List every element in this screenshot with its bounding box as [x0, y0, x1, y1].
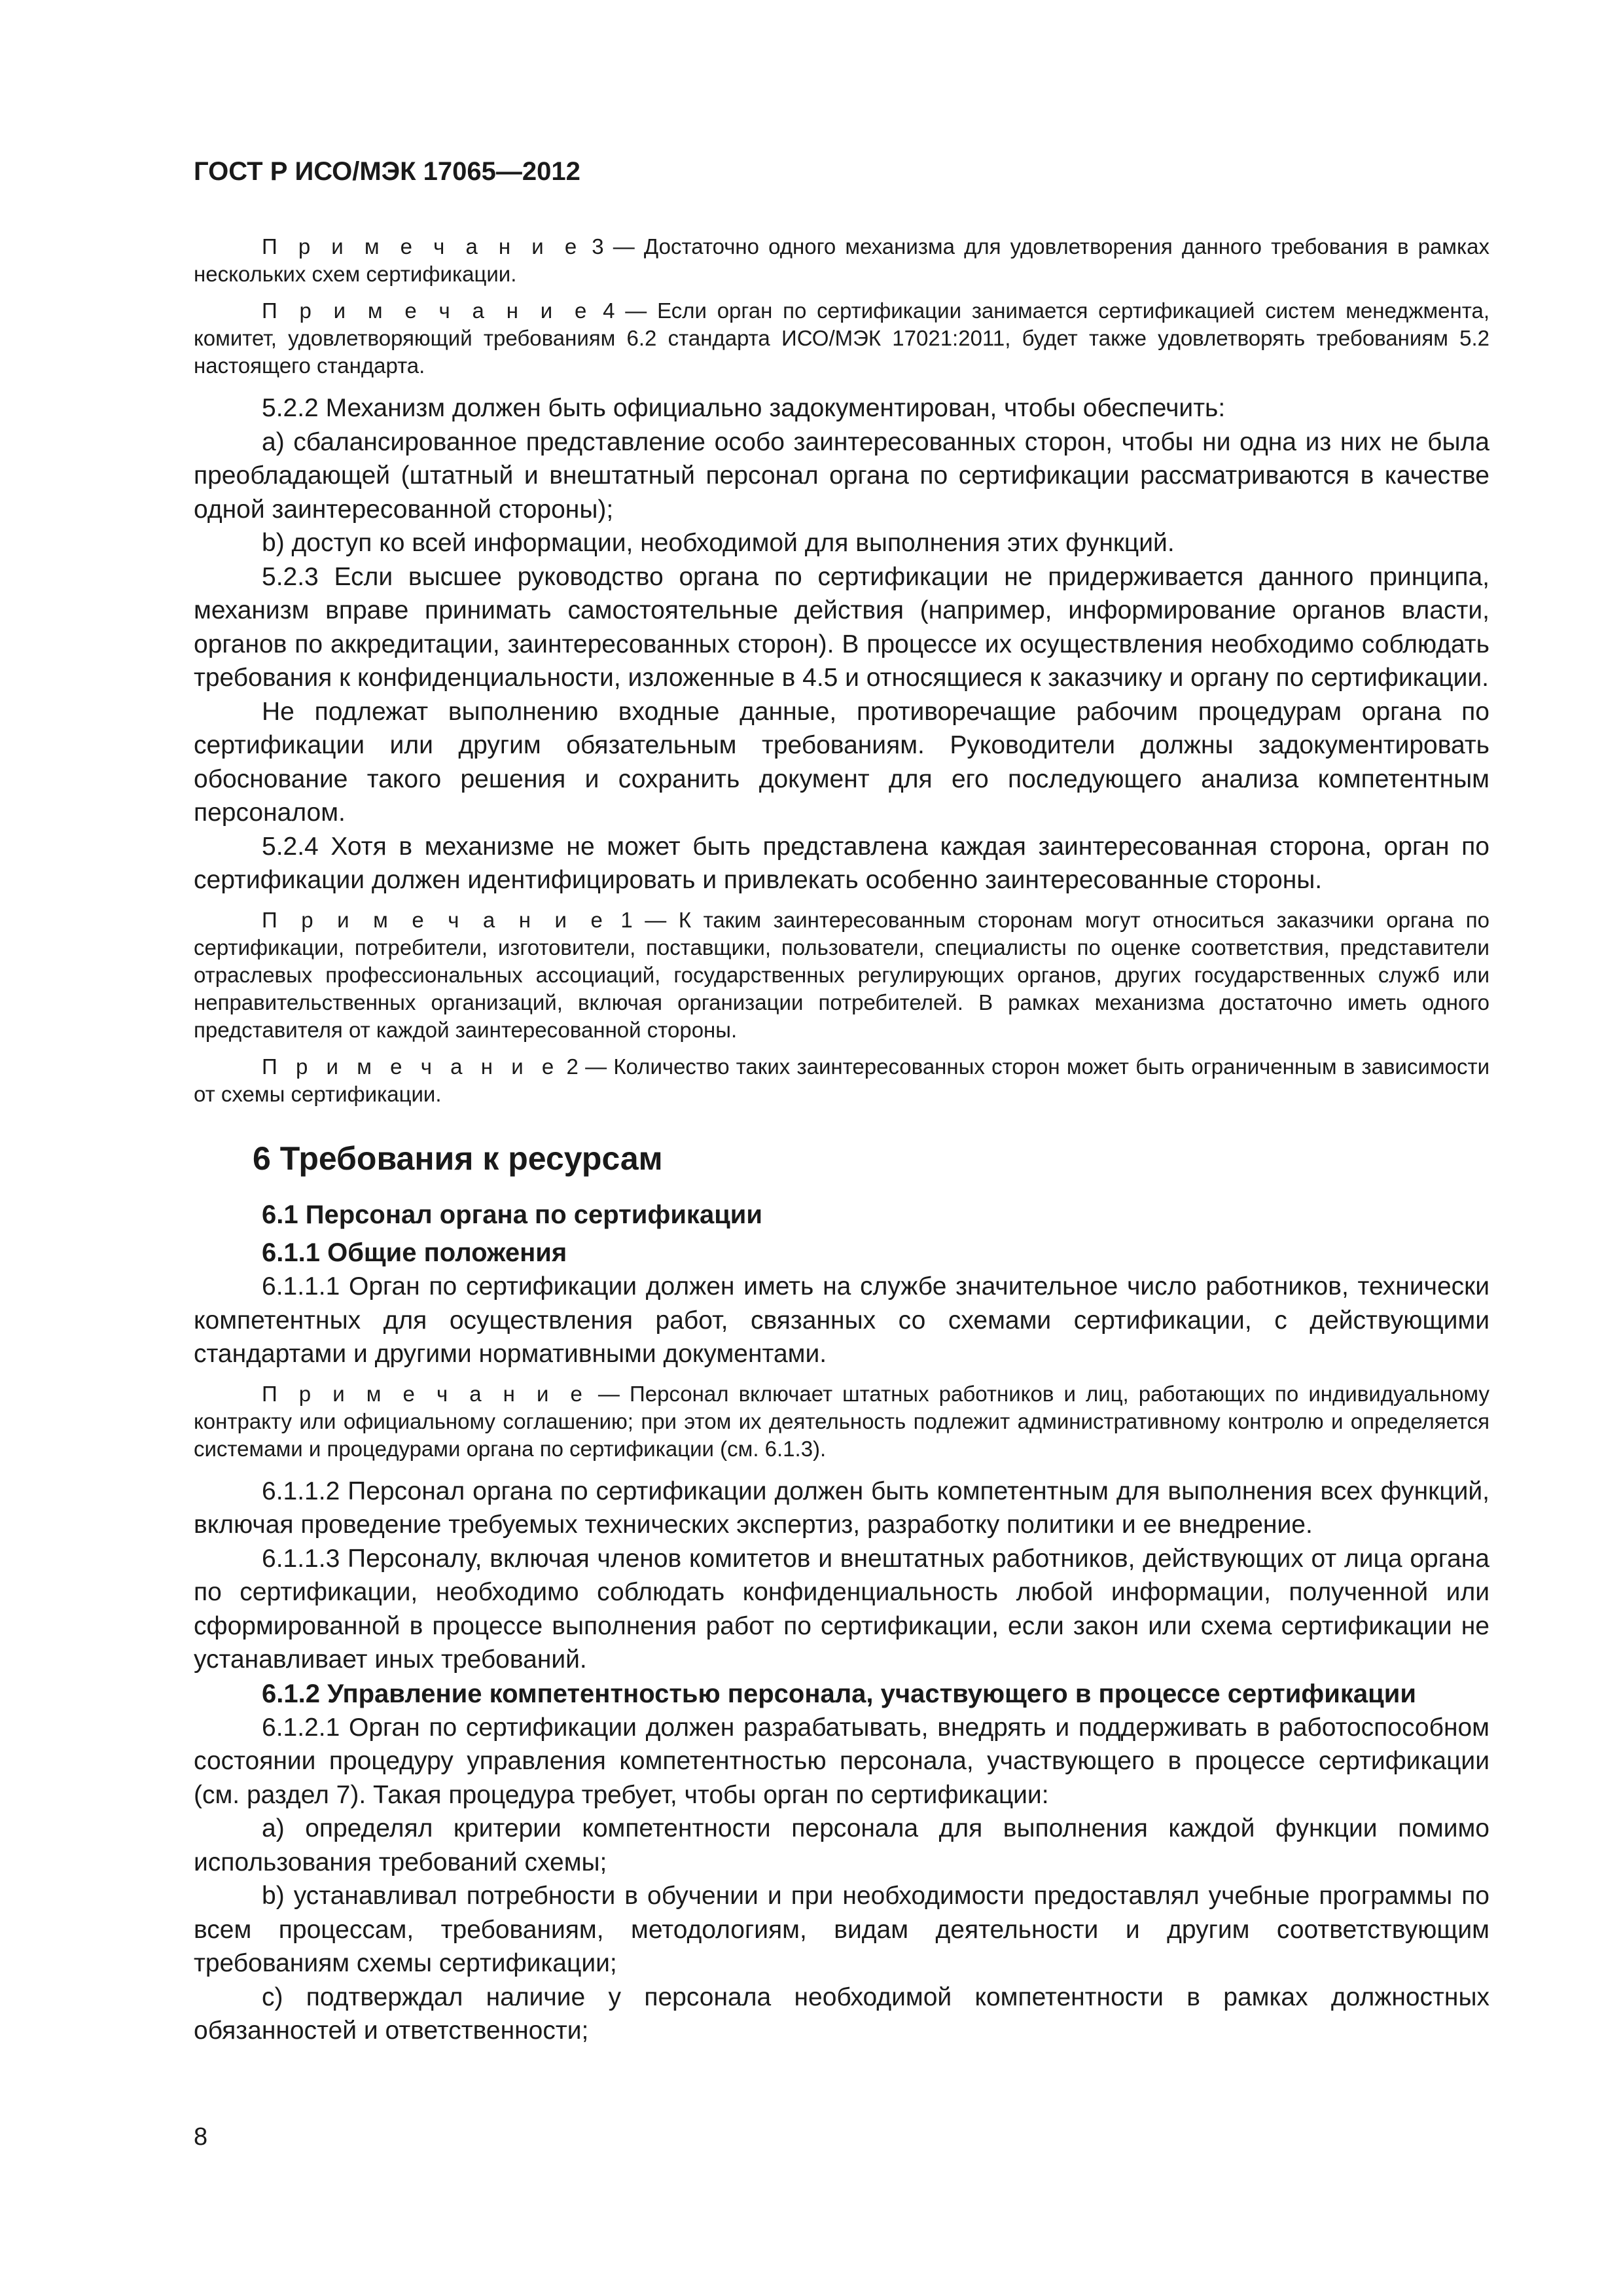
note-2 [194, 1053, 1489, 1108]
section-6 [194, 1138, 1489, 2048]
note-1 [194, 906, 1489, 1044]
paragraph-5-2-4: 5.2.4 Хотя в механизме не может быть представлена каждая заинтересованная сторона, орган по сертификации должен идентифицировать и привлекать особенно заинтересованные стороны. [194, 832, 1489, 894]
note-text: — Персонал включает штатных работников и лиц, работающих по индивидуальному контракту или официальному соглашению; при этом их деятельность подлежит административному контролю и определяется системами и процедурами органа по сертификации (см. 6.1.3). [194, 1381, 1489, 1461]
note-label: П р и м е ч а н и е [262, 1381, 588, 1406]
section-5-2-continuation [194, 233, 1489, 1108]
list-item-a: a) сбалансированное представление особо заинтересованных сторон, чтобы ни одна из них не была преобладающей (штатный и внештатный персонал органа по сертификации рассматриваются в качестве одной заинтересованной стороны); [194, 427, 1489, 524]
note-3 [194, 233, 1489, 288]
note-text: 3 — Достаточно одного механизма для удовлетворения данного требования в рамках нескольких схем сертификации. [194, 234, 1489, 286]
note-4 [194, 297, 1489, 380]
note-label: П р и м е ч а н и е [262, 907, 609, 932]
list-item-b: b) доступ ко всей информации, необходимой для выполнения этих функций. [262, 529, 1175, 557]
list-item-b: b) устанавливал потребности в обучении и при необходимости предоставлял учебные программы по всем процессам, требованиям, методологиям, видам деятельности и другим соответствующим требованиям схемы сертификации; [194, 1882, 1489, 1977]
note-label: П р и м е ч а н и е [262, 1054, 560, 1079]
note-label: П р и м е ч а н и е [262, 298, 593, 323]
paragraph-6-1-1-2: 6.1.1.2 Персонал органа по сертификации должен быть компетентным для выполнения всех функций, включая проведение требуемых технических экспертиз, разработку политики и ее внедрение. [194, 1477, 1489, 1539]
note-text: 2 — Количество таких заинтересованных сторон может быть ограниченным в зависимости от схемы сертификации. [194, 1054, 1490, 1106]
subsection-heading-6-1: 6.1 Персонал органа по сертификации [262, 1200, 762, 1229]
paragraph-6-1-1-3: 6.1.1.3 Персоналу, включая членов комитетов и внештатных работников, действующих от лица органа по сертификации, необходимо соблюдать конфиденциальность любой информации, полученной или сформированной в процессе выполнения работ по сертификации, если закон или схема сертификации не устанавливает иных требований. [194, 1544, 1489, 1674]
paragraph-5-2-3: 5.2.3 Если высшее руководство органа по сертификации не придерживается данного принципа, механизм вправе принимать самостоятельные действия (например, информирование органов власти, органов по аккредитации, заинтересованных сторон). В процессе их осуществления необходимо соблюдать требования к конфиденциальности, изложенные в 4.5 и относящиеся к заказчику и органу по сертификации. [194, 562, 1489, 692]
subsection-heading-6-1-2: 6.1.2 Управление компетентностью персонала, участвующего в процессе сертификации [262, 1679, 1416, 1708]
paragraph-6-1-2-1: 6.1.2.1 Орган по сертификации должен разрабатывать, внедрять и поддерживать в работоспособном состоянии процедуру управления компетентностью персонала, участвующего в процессе сертификации (см. раздел 7). Такая процедура требует, чтобы орган по сертификации: [194, 1713, 1489, 1809]
paragraph-6-1-1-1: 6.1.1.1 Орган по сертификации должен иметь на службе значительное число работников, технически компетентных для осуществления работ, связанных со схемами сертификации, с действующими стандартами и другими нормативными документами. [194, 1272, 1489, 1368]
note-label: П р и м е ч а н и е [262, 234, 583, 259]
section-heading: 6 Требования к ресурсам [253, 1140, 663, 1177]
list-item-a: a) определял критерии компетентности персонала для выполнения каждой функции помимо использования требований схемы; [194, 1814, 1489, 1876]
page-number: 8 [194, 2123, 208, 2151]
note-text: 1 — К таким заинтересованным сторонам могут относиться заказчики органа по сертификации, потребители, изготовители, поставщики, пользователи, специалисты по оценке соответствия, представители отраслевых профессиональных ассоциаций, государственных регулирующих органов, других государственных служб или неправительственных организаций, включая организации потребителей. В рамках механизма достаточно иметь одного представителя от каждой заинтересованной стороны. [194, 907, 1489, 1042]
note-personnel [194, 1380, 1489, 1463]
standard-header: ГОСТ Р ИСО/МЭК 17065—2012 [194, 157, 580, 186]
note-text: 4 — Если орган по сертификации занимается сертификацией систем менеджмента, комитет, удовлетворяющий требованиям 6.2 стандарта ИСО/МЭК 17021:2011, будет также удовлетворять требованиям 5.2 настоящего стандарта. [194, 298, 1489, 378]
list-item-c: c) подтверждал наличие у персонала необходимой компетентности в рамках должностных обязанностей и ответственности; [194, 1982, 1489, 2045]
subsection-heading-6-1-1: 6.1.1 Общие положения [262, 1238, 567, 1267]
paragraph-5-2-2: 5.2.2 Механизм должен быть официально задокументирован, чтобы обеспечить: [262, 394, 1226, 422]
paragraph-5-2-3-cont: Не подлежат выполнению входные данные, противоречащие рабочим процедурам органа по сертификации или другим обязательным требованиям. Руководители должны задокументировать обоснование такого решения и сохранить документ для его последующего анализа компетентным персоналом. [194, 697, 1489, 827]
